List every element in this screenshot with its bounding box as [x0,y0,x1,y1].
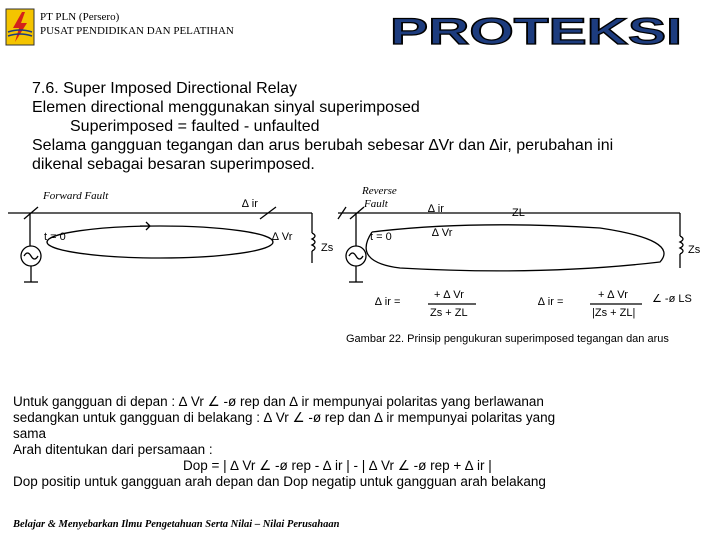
body-line: sama [13,426,47,441]
left-loop-head [140,222,150,230]
banner-text: PROTEKSI [390,13,682,50]
t0-left-label: t = 0 [44,231,66,243]
eq2-angle: ∠ -ø LS [652,293,692,305]
body-line: Elemen directional menggunakan sinyal superimposed [32,99,420,116]
forward-fault-label: Forward Fault [43,190,109,202]
zl-label: ZL [512,207,525,219]
delta-vr-right-label: ∆ Vr [432,227,453,239]
left-sine-icon [24,253,38,259]
body-line: Selama gangguan tegangan dan arus berubah sebesar ∆Vr dan ∆ir, perubahan ini [32,137,614,154]
eq1-numerator: + ∆ Vr [434,289,464,301]
body-line: sedangkan untuk gangguan di belakang : ∆ Vr ∠ -ø rep dan ∆ ir mempunyai polaritas yang [13,410,556,425]
reverse-fault-label-2: Fault [364,198,388,210]
figure-caption: Gambar 22. Prinsip pengukuran superimposed tegangan dan arus [346,333,669,345]
org-name: PT PLN (Persero) [40,11,120,23]
dop-equation: Dop = | ∆ Vr ∠ -ø rep - ∆ ir | - | ∆ Vr ∠ -ø rep + ∆ ir | [183,458,492,473]
right-zs-coil-icon [680,236,683,254]
section-title: 7.6. Super Imposed Directional Relay [32,80,298,97]
body-line: dikenal sebagai besaran superimposed. [32,156,315,173]
reverse-fault-label: Reverse [362,185,397,197]
body-line: Arah ditentukan dari persamaan : [13,442,213,457]
eq2-denominator: |Zs + ZL| [592,307,636,319]
right-loop-arrow [366,225,664,271]
eq1-lhs: ∆ ir = [375,296,401,308]
eq2-numerator: + ∆ Vr [598,289,628,301]
eq1-denominator: Zs + ZL [430,307,468,319]
right-sine-icon [349,253,363,259]
body-line: Untuk gangguan di depan : ∆ Vr ∠ -ø rep dan ∆ ir mempunyai polaritas yang berlawanan [13,394,544,409]
body-line: Superimposed = faulted - unfaulted [70,118,320,135]
left-loop-arrow [47,226,273,258]
zs-left-label: Zs [321,242,334,254]
zs-right-label: Zs [688,244,701,256]
body-line: Dop positip untuk gangguan arah depan dan Dop negatip untuk gangguan arah belakang [13,474,546,489]
bottom-content [13,394,713,490]
delta-vr-left-label: ∆ Vr [272,231,293,243]
footer-motto: Belajar & Menyebarkan Ilmu Pengetahuan Serta Nilai – Nilai Perusahaan [13,519,340,530]
org-unit: PUSAT PENDIDIKAN DAN PELATIHAN [40,25,234,37]
delta-ir-left-label: ∆ ir [242,198,258,210]
delta-ir-right-label: ∆ ir [428,203,444,215]
t0-right-label: t = 0 [370,231,392,243]
left-zs-coil-icon [312,233,315,251]
eq2-lhs: ∆ ir = [538,296,564,308]
